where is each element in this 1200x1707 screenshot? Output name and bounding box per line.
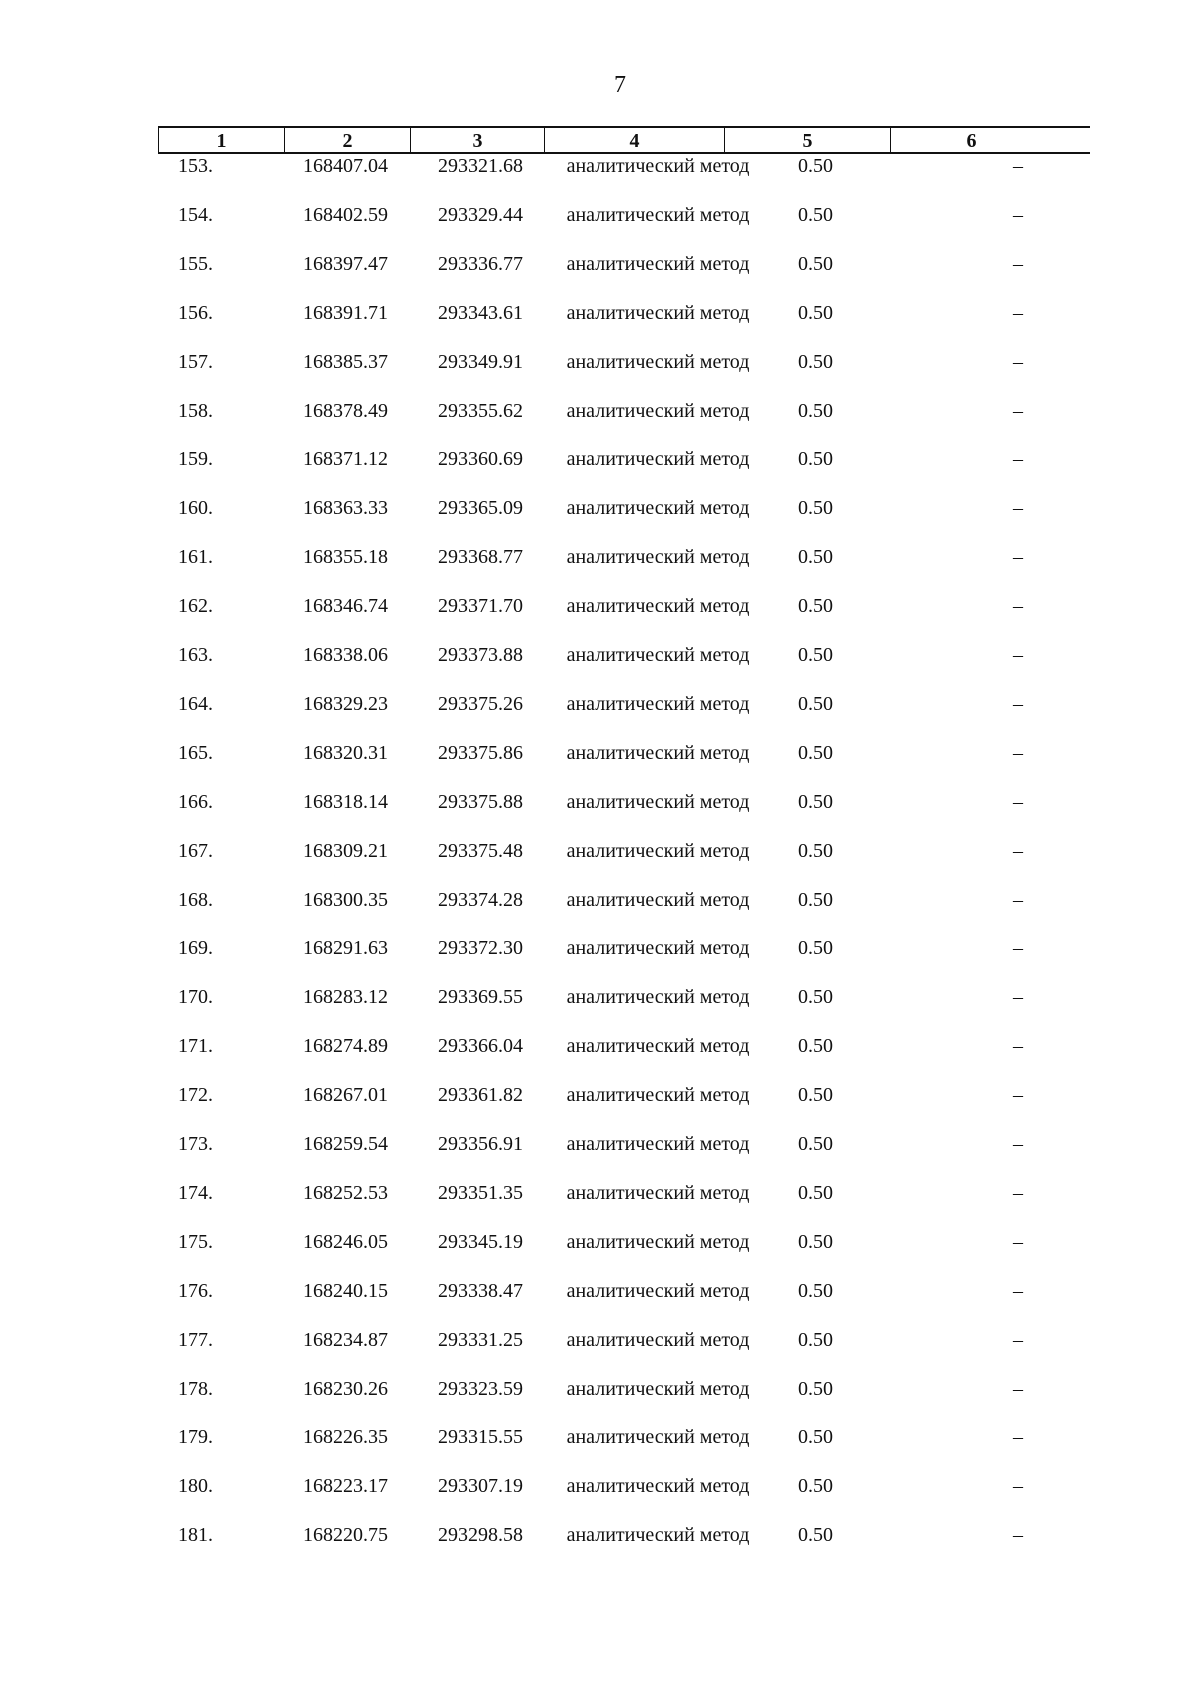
table-row xyxy=(158,252,1090,301)
method-cell: аналитический метод xyxy=(566,399,750,422)
coordinate-y: 293375.48 xyxy=(438,839,523,862)
coordinate-x: 168329.23 xyxy=(303,692,388,715)
note-cell: – xyxy=(1013,1035,1023,1058)
table-row xyxy=(158,301,1090,350)
table-row xyxy=(158,1523,1090,1572)
method-cell: аналитический метод xyxy=(566,1426,750,1449)
method-cell: аналитический метод xyxy=(566,155,750,177)
column-header-1: 1 xyxy=(158,128,284,152)
note-cell: – xyxy=(1013,1524,1023,1547)
page-number: 7 xyxy=(614,72,626,98)
column-header-4: 4 xyxy=(544,128,724,152)
point-number: 155. xyxy=(178,252,213,275)
accuracy-cell: 0.50 xyxy=(798,937,833,960)
coordinate-x: 168320.31 xyxy=(303,741,388,764)
table-row xyxy=(158,545,1090,594)
point-number: 167. xyxy=(178,839,213,862)
coordinate-x: 168391.71 xyxy=(303,301,388,324)
point-number: 175. xyxy=(178,1230,213,1253)
column-header-3: 3 xyxy=(410,128,544,152)
method-cell: аналитический метод xyxy=(566,986,750,1009)
table-row xyxy=(158,1034,1090,1083)
method-cell: аналитический метод xyxy=(566,1035,750,1058)
accuracy-cell: 0.50 xyxy=(798,692,833,715)
point-number: 158. xyxy=(178,399,213,422)
coordinate-y: 293368.77 xyxy=(438,546,523,569)
point-number: 159. xyxy=(178,448,213,471)
coordinate-x: 168338.06 xyxy=(303,644,388,666)
point-number: 165. xyxy=(178,741,213,764)
note-cell: – xyxy=(1013,203,1023,226)
coordinate-y: 293373.88 xyxy=(438,644,523,666)
note-cell: – xyxy=(1013,155,1023,177)
method-cell: аналитический метод xyxy=(566,1377,750,1400)
table-row xyxy=(158,594,1090,643)
method-cell: аналитический метод xyxy=(566,692,750,715)
accuracy-cell: 0.50 xyxy=(798,350,833,373)
note-cell: – xyxy=(1013,741,1023,764)
table-row xyxy=(158,888,1090,937)
method-cell: аналитический метод xyxy=(566,252,750,275)
coordinate-y: 293336.77 xyxy=(438,252,523,275)
table-row xyxy=(158,399,1090,448)
note-cell: – xyxy=(1013,1475,1023,1498)
coordinate-x: 168318.14 xyxy=(303,790,388,813)
coordinate-y: 293315.55 xyxy=(438,1426,523,1449)
coordinate-y: 293365.09 xyxy=(438,497,523,520)
point-number: 170. xyxy=(178,986,213,1009)
table-row xyxy=(158,1181,1090,1230)
accuracy-cell: 0.50 xyxy=(798,644,833,666)
accuracy-cell: 0.50 xyxy=(798,203,833,226)
accuracy-cell: 0.50 xyxy=(798,1133,833,1155)
coordinate-x: 168397.47 xyxy=(303,252,388,275)
method-cell: аналитический метод xyxy=(566,888,750,911)
table-row xyxy=(158,1279,1090,1328)
coordinate-y: 293338.47 xyxy=(438,1279,523,1302)
note-cell: – xyxy=(1013,1328,1023,1351)
point-number: 166. xyxy=(178,790,213,813)
coordinate-x: 168226.35 xyxy=(303,1426,388,1449)
column-header-6: 6 xyxy=(890,128,1052,152)
accuracy-cell: 0.50 xyxy=(798,1475,833,1498)
table-row xyxy=(158,790,1090,839)
coordinate-x: 168274.89 xyxy=(303,1035,388,1058)
coordinate-y: 293345.19 xyxy=(438,1230,523,1253)
point-number: 160. xyxy=(178,497,213,520)
coordinate-x: 168407.04 xyxy=(303,155,388,177)
point-number: 156. xyxy=(178,301,213,324)
table-row xyxy=(158,643,1090,692)
accuracy-cell: 0.50 xyxy=(798,1524,833,1547)
note-cell: – xyxy=(1013,1084,1023,1107)
table-row xyxy=(158,1230,1090,1279)
coordinate-y: 293360.69 xyxy=(438,448,523,471)
table-row xyxy=(158,203,1090,252)
coordinate-x: 168402.59 xyxy=(303,203,388,226)
accuracy-cell: 0.50 xyxy=(798,1377,833,1400)
method-cell: аналитический метод xyxy=(566,741,750,764)
method-cell: аналитический метод xyxy=(566,1524,750,1547)
note-cell: – xyxy=(1013,692,1023,715)
table-row xyxy=(158,936,1090,985)
method-cell: аналитический метод xyxy=(566,448,750,471)
table-row xyxy=(158,1328,1090,1377)
note-cell: – xyxy=(1013,1279,1023,1302)
coordinate-y: 293323.59 xyxy=(438,1377,523,1400)
method-cell: аналитический метод xyxy=(566,203,750,226)
accuracy-cell: 0.50 xyxy=(798,252,833,275)
note-cell: – xyxy=(1013,399,1023,422)
method-cell: аналитический метод xyxy=(566,1181,750,1204)
table-row xyxy=(158,692,1090,741)
accuracy-cell: 0.50 xyxy=(798,1328,833,1351)
table-row xyxy=(158,839,1090,888)
coordinate-x: 168252.53 xyxy=(303,1181,388,1204)
note-cell: – xyxy=(1013,1133,1023,1155)
method-cell: аналитический метод xyxy=(566,839,750,862)
column-header-5: 5 xyxy=(724,128,890,152)
point-number: 154. xyxy=(178,203,213,226)
note-cell: – xyxy=(1013,888,1023,911)
coordinate-y: 293356.91 xyxy=(438,1133,523,1155)
coordinate-y: 293374.28 xyxy=(438,888,523,911)
note-cell: – xyxy=(1013,1181,1023,1204)
table-row xyxy=(158,350,1090,399)
point-number: 174. xyxy=(178,1181,213,1204)
note-cell: – xyxy=(1013,839,1023,862)
coordinate-y: 293375.88 xyxy=(438,790,523,813)
coordinate-y: 293321.68 xyxy=(438,155,523,177)
method-cell: аналитический метод xyxy=(566,301,750,324)
accuracy-cell: 0.50 xyxy=(798,448,833,471)
note-cell: – xyxy=(1013,790,1023,813)
point-number: 153. xyxy=(178,155,213,177)
coordinate-x: 168363.33 xyxy=(303,497,388,520)
table-row xyxy=(158,1474,1090,1523)
point-number: 176. xyxy=(178,1279,213,1302)
note-cell: – xyxy=(1013,937,1023,960)
coordinate-y: 293366.04 xyxy=(438,1035,523,1058)
point-number: 178. xyxy=(178,1377,213,1400)
coordinate-y: 293351.35 xyxy=(438,1181,523,1204)
note-cell: – xyxy=(1013,301,1023,324)
method-cell: аналитический метод xyxy=(566,350,750,373)
coordinate-y: 293355.62 xyxy=(438,399,523,422)
coordinate-y: 293361.82 xyxy=(438,1084,523,1107)
accuracy-cell: 0.50 xyxy=(798,155,833,177)
point-number: 181. xyxy=(178,1524,213,1547)
accuracy-cell: 0.50 xyxy=(798,790,833,813)
coordinate-x: 168378.49 xyxy=(303,399,388,422)
coordinate-y: 293375.26 xyxy=(438,692,523,715)
coordinate-y: 293371.70 xyxy=(438,595,523,618)
coordinate-x: 168309.21 xyxy=(303,839,388,862)
accuracy-cell: 0.50 xyxy=(798,1279,833,1302)
note-cell: – xyxy=(1013,252,1023,275)
coordinate-x: 168291.63 xyxy=(303,937,388,960)
coordinate-y: 293369.55 xyxy=(438,986,523,1009)
method-cell: аналитический метод xyxy=(566,1230,750,1253)
coordinate-y: 293349.91 xyxy=(438,350,523,373)
method-cell: аналитический метод xyxy=(566,1084,750,1107)
note-cell: – xyxy=(1013,350,1023,373)
point-number: 173. xyxy=(178,1133,213,1155)
note-cell: – xyxy=(1013,644,1023,666)
point-number: 171. xyxy=(178,1035,213,1058)
table-row xyxy=(158,1132,1090,1181)
note-cell: – xyxy=(1013,448,1023,471)
point-number: 169. xyxy=(178,937,213,960)
table-row xyxy=(158,496,1090,545)
accuracy-cell: 0.50 xyxy=(798,839,833,862)
method-cell: аналитический метод xyxy=(566,1475,750,1498)
point-number: 168. xyxy=(178,888,213,911)
accuracy-cell: 0.50 xyxy=(798,497,833,520)
coordinate-x: 168355.18 xyxy=(303,546,388,569)
method-cell: аналитический метод xyxy=(566,595,750,618)
accuracy-cell: 0.50 xyxy=(798,741,833,764)
coordinate-x: 168246.05 xyxy=(303,1230,388,1253)
accuracy-cell: 0.50 xyxy=(798,888,833,911)
note-cell: – xyxy=(1013,1230,1023,1253)
note-cell: – xyxy=(1013,1377,1023,1400)
table-header-row xyxy=(158,126,1090,154)
note-cell: – xyxy=(1013,986,1023,1009)
table-row xyxy=(158,1425,1090,1474)
accuracy-cell: 0.50 xyxy=(798,1035,833,1058)
coordinate-y: 293343.61 xyxy=(438,301,523,324)
coordinate-x: 168240.15 xyxy=(303,1279,388,1302)
table-row xyxy=(158,154,1090,203)
coordinate-x: 168267.01 xyxy=(303,1084,388,1107)
method-cell: аналитический метод xyxy=(566,1279,750,1302)
accuracy-cell: 0.50 xyxy=(798,399,833,422)
method-cell: аналитический метод xyxy=(566,790,750,813)
method-cell: аналитический метод xyxy=(566,937,750,960)
accuracy-cell: 0.50 xyxy=(798,301,833,324)
coordinate-x: 168385.37 xyxy=(303,350,388,373)
coordinate-y: 293329.44 xyxy=(438,203,523,226)
accuracy-cell: 0.50 xyxy=(798,1084,833,1107)
coordinate-x: 168223.17 xyxy=(303,1475,388,1498)
point-number: 179. xyxy=(178,1426,213,1449)
table-row xyxy=(158,741,1090,790)
coordinate-y: 293375.86 xyxy=(438,741,523,764)
method-cell: аналитический метод xyxy=(566,497,750,520)
column-header-2: 2 xyxy=(284,128,410,152)
coordinate-x: 168220.75 xyxy=(303,1524,388,1547)
accuracy-cell: 0.50 xyxy=(798,986,833,1009)
method-cell: аналитический метод xyxy=(566,1328,750,1351)
point-number: 177. xyxy=(178,1328,213,1351)
coordinate-y: 293331.25 xyxy=(438,1328,523,1351)
accuracy-cell: 0.50 xyxy=(798,595,833,618)
point-number: 164. xyxy=(178,692,213,715)
table-row xyxy=(158,447,1090,496)
table-row xyxy=(158,1083,1090,1132)
coordinate-x: 168283.12 xyxy=(303,986,388,1009)
note-cell: – xyxy=(1013,595,1023,618)
coordinate-y: 293372.30 xyxy=(438,937,523,960)
note-cell: – xyxy=(1013,497,1023,520)
accuracy-cell: 0.50 xyxy=(798,1426,833,1449)
table-row xyxy=(158,1377,1090,1426)
method-cell: аналитический метод xyxy=(566,1133,750,1155)
point-number: 172. xyxy=(178,1084,213,1107)
point-number: 162. xyxy=(178,595,213,618)
coordinate-x: 168371.12 xyxy=(303,448,388,471)
accuracy-cell: 0.50 xyxy=(798,1230,833,1253)
coordinate-x: 168259.54 xyxy=(303,1133,388,1155)
method-cell: аналитический метод xyxy=(566,644,750,666)
coordinate-y: 293307.19 xyxy=(438,1475,523,1498)
note-cell: – xyxy=(1013,546,1023,569)
table-row xyxy=(158,985,1090,1034)
point-number: 163. xyxy=(178,644,213,666)
point-number: 161. xyxy=(178,546,213,569)
coordinate-x: 168300.35 xyxy=(303,888,388,911)
method-cell: аналитический метод xyxy=(566,546,750,569)
note-cell: – xyxy=(1013,1426,1023,1449)
accuracy-cell: 0.50 xyxy=(798,546,833,569)
accuracy-cell: 0.50 xyxy=(798,1181,833,1204)
coordinate-x: 168346.74 xyxy=(303,595,388,618)
coordinate-x: 168230.26 xyxy=(303,1377,388,1400)
coordinate-y: 293298.58 xyxy=(438,1524,523,1547)
coordinate-x: 168234.87 xyxy=(303,1328,388,1351)
point-number: 180. xyxy=(178,1475,213,1498)
point-number: 157. xyxy=(178,350,213,373)
